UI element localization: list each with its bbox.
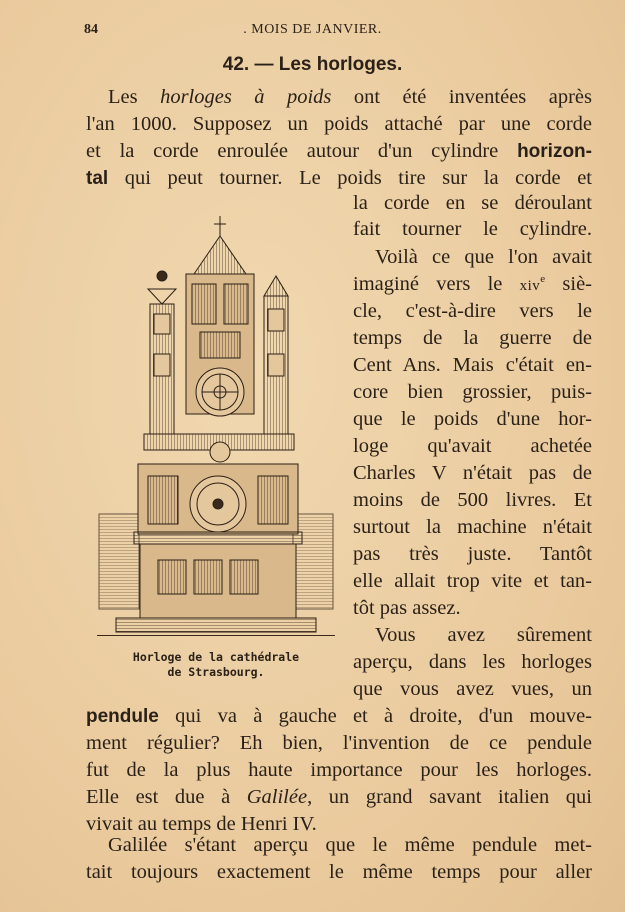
figure-caption: Horloge de la cathédrale	[132, 650, 300, 664]
figure-baseline-rule	[97, 635, 335, 636]
page-number: 84	[84, 22, 98, 37]
text-line: tait toujours exactement le même temps pour aller	[86, 861, 592, 883]
text-line: que vous avez vues, un	[353, 678, 592, 700]
text-line: imaginé vers le xiv$^e$ siè-	[353, 273, 592, 295]
text-line: aperçu, dans les horloges	[353, 651, 592, 673]
text-line: Galilée s'étant aperçu que le même pendule met-	[108, 834, 592, 856]
text-line: Vous avez sûrement	[375, 624, 592, 646]
text-line: Voilà ce que l'on avait	[375, 246, 592, 268]
text-line: elle allait trop vite et tan-	[353, 570, 592, 592]
text-line: Cent Ans. Mais c'était en-	[353, 354, 592, 376]
section-title: 42. — Les horloges.	[222, 54, 403, 75]
text-line: moins de 500 livres. Et	[353, 489, 592, 511]
text-line: core bien grossier, puis-	[353, 381, 592, 403]
running-header	[0, 22, 625, 42]
text-line: que le poids d'une hor-	[353, 408, 592, 430]
text-line: tal qui peut tourner. Le poids tire sur la corde et	[86, 167, 592, 189]
running-title: . MOIS DE JANVIER.	[243, 22, 382, 37]
text-line: l'an 1000. Supposez un poids attaché par une corde	[86, 113, 592, 135]
text-line: la corde en se déroulant	[353, 192, 592, 214]
text-line: et la corde enroulée autour d'un cylindre horizon-	[86, 140, 592, 162]
text-line: surtout la machine n'était	[353, 516, 592, 538]
text-line: tôt pas assez.	[353, 597, 461, 619]
text-line: pas très juste. Tantôt	[353, 543, 592, 565]
text-line: fait tourner le cylindre.	[353, 218, 592, 240]
text-line: fut de la plus haute importance pour les horloges.	[86, 759, 592, 781]
figure-caption: de Strasbourg.	[167, 665, 265, 679]
text-line: temps de la guerre de	[353, 327, 592, 349]
text-line: ment régulier? Eh bien, l'invention de ce pendule	[86, 732, 592, 754]
strasbourg-clock-engraving	[96, 214, 336, 639]
text-line: cle, c'est-à-dire vers le	[353, 300, 592, 322]
text-line: loge qu'avait achetée	[353, 435, 592, 457]
text-line: Les horloges à poids ont été inventées après	[108, 86, 592, 108]
text-line: Elle est due à Galilée, un grand savant italien qui	[86, 786, 592, 808]
text-line: Charles V n'était pas de	[353, 462, 592, 484]
text-line: vivait au temps de Henri IV.	[86, 813, 317, 835]
text-line: pendule qui va à gauche et à droite, d'un mouve-	[86, 705, 592, 727]
